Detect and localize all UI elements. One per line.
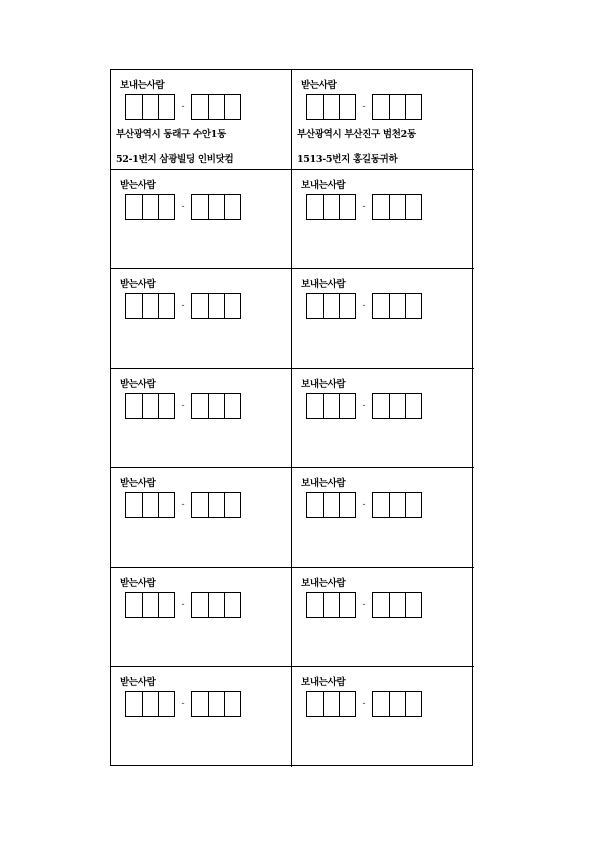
label-card-7-right [292,667,474,767]
label-card-6-right [292,568,474,668]
postal-code-first-part [125,492,175,518]
label-card-6-left [111,568,292,668]
postal-digit-box [208,692,224,716]
postal-digit-box [339,593,355,617]
label-card-5-left [111,468,292,568]
postal-digit-box [405,593,421,617]
postal-digit-box [224,593,240,617]
postal-digit-box [323,294,339,318]
address-line-1: 부산광역시 동래구 수안1동 [116,129,226,140]
postal-digit-box [208,493,224,517]
sender-receiver-label: 보내는사람 [301,378,346,390]
postal-code-separator: - [181,699,185,709]
postal-digit-box [405,692,421,716]
postal-code-second-part [372,492,422,518]
postal-digit-box [323,493,339,517]
sender-receiver-label: 보내는사람 [301,577,346,589]
postal-digit-box [373,593,389,617]
postal-digit-box [307,493,323,517]
postal-code-second-part [372,94,422,120]
postal-code-boxes [306,194,422,220]
postal-code-second-part [372,592,422,618]
sender-receiver-label: 받는사람 [120,279,156,290]
postal-code-separator: - [181,400,185,411]
postal-digit-box [126,394,142,418]
postal-code-separator: - [362,500,366,510]
sender-receiver-label: 받는사람 [301,80,337,91]
postal-code-boxes [125,492,241,518]
postal-digit-box [224,692,240,716]
postal-digit-box [158,394,174,418]
postal-code-boxes [306,592,422,618]
postal-digit-box [126,593,142,617]
postal-code-second-part [191,691,241,717]
postal-digit-box [142,95,158,119]
postal-digit-box [373,394,389,418]
postal-digit-box [405,195,421,219]
postal-code-separator: - [362,400,366,411]
postal-code-boxes [306,293,422,319]
postal-digit-box [126,493,142,517]
postal-digit-box [373,95,389,119]
postal-code-boxes [125,393,241,419]
sender-receiver-label: 받는사람 [120,478,156,489]
postal-code-first-part [306,194,356,220]
sender-receiver-label: 받는사람 [120,577,156,589]
postal-digit-box [323,95,339,119]
label-card-3-left [111,269,292,369]
label-card-4-left [111,369,292,469]
address-line-1: 부산광역시 부산진구 범천2동 [297,129,416,140]
postal-digit-box [142,692,158,716]
postal-code-first-part [306,94,356,120]
postal-code-boxes [306,492,422,518]
postal-code-separator: - [362,599,366,610]
postal-digit-box [307,692,323,716]
postal-digit-box [142,593,158,617]
label-card-1-right [292,70,474,170]
postal-digit-box [373,692,389,716]
postal-digit-box [158,493,174,517]
postal-code-separator: - [181,102,185,112]
postal-digit-box [126,95,142,119]
postal-digit-box [192,394,208,418]
postal-digit-box [208,195,224,219]
postal-digit-box [389,195,405,219]
postal-code-first-part [306,293,356,319]
postal-digit-box [389,493,405,517]
address-line-2: 52-1번지 삼광빌딩 인비닷컴 [116,154,234,165]
postal-code-separator: - [181,500,185,510]
label-card-7-left [111,667,292,767]
postal-digit-box [192,493,208,517]
postal-digit-box [142,294,158,318]
postal-digit-box [405,294,421,318]
postal-code-separator: - [362,301,366,311]
postal-code-boxes [125,293,241,319]
postal-code-boxes [125,592,241,618]
postal-code-separator: - [362,102,366,112]
sender-receiver-label: 보내는사람 [120,80,165,91]
sender-receiver-label: 보내는사람 [301,279,346,290]
postal-digit-box [126,692,142,716]
label-card-2-left [111,170,292,270]
postal-digit-box [307,95,323,119]
label-card-2-right [292,170,474,270]
postal-digit-box [158,294,174,318]
postal-digit-box [208,593,224,617]
postal-code-second-part [191,592,241,618]
postal-digit-box [323,593,339,617]
address-line-2: 1513-5번지 홍길동귀하 [297,154,398,165]
postal-code-second-part [191,293,241,319]
postal-digit-box [323,692,339,716]
label-sheet [110,69,473,766]
postal-digit-box [339,692,355,716]
postal-digit-box [405,394,421,418]
postal-code-boxes [125,691,241,717]
label-card-3-right [292,269,474,369]
postal-digit-box [208,294,224,318]
postal-digit-box [405,493,421,517]
label-card-5-right [292,468,474,568]
postal-code-second-part [372,691,422,717]
label-card-1-left [111,70,292,170]
postal-code-first-part [125,592,175,618]
sender-receiver-label: 받는사람 [120,677,156,688]
postal-code-first-part [125,293,175,319]
postal-digit-box [158,95,174,119]
postal-digit-box [405,95,421,119]
sender-receiver-label: 받는사람 [120,378,156,390]
postal-digit-box [158,692,174,716]
postal-code-second-part [372,293,422,319]
postal-digit-box [389,593,405,617]
postal-code-first-part [125,94,175,120]
postal-code-first-part [306,691,356,717]
postal-digit-box [339,95,355,119]
postal-code-boxes [306,691,422,717]
postal-code-boxes [306,393,422,419]
postal-code-first-part [125,194,175,220]
postal-code-boxes [125,94,241,120]
postal-digit-box [339,493,355,517]
postal-digit-box [307,394,323,418]
postal-digit-box [224,493,240,517]
postal-digit-box [339,294,355,318]
postal-code-separator: - [181,599,185,610]
postal-code-boxes [306,94,422,120]
postal-digit-box [142,394,158,418]
postal-code-boxes [125,194,241,220]
postal-code-separator: - [362,201,366,212]
postal-digit-box [208,394,224,418]
sender-receiver-label: 받는사람 [120,179,156,191]
postal-digit-box [373,294,389,318]
postal-digit-box [192,593,208,617]
postal-digit-box [208,95,224,119]
postal-code-second-part [372,194,422,220]
label-card-4-right [292,369,474,469]
postal-digit-box [142,195,158,219]
postal-code-second-part [191,194,241,220]
postal-digit-box [389,692,405,716]
postal-digit-box [339,195,355,219]
postal-code-separator: - [362,699,366,709]
postal-digit-box [389,294,405,318]
sender-receiver-label: 보내는사람 [301,179,346,191]
postal-digit-box [373,195,389,219]
postal-digit-box [373,493,389,517]
postal-digit-box [307,195,323,219]
postal-digit-box [224,394,240,418]
postal-code-first-part [306,393,356,419]
postal-code-second-part [191,393,241,419]
postal-digit-box [126,294,142,318]
postal-digit-box [224,195,240,219]
postal-digit-box [126,195,142,219]
postal-code-first-part [306,492,356,518]
postal-digit-box [192,692,208,716]
postal-digit-box [323,394,339,418]
postal-code-first-part [125,691,175,717]
postal-code-first-part [306,592,356,618]
postal-digit-box [389,95,405,119]
postal-digit-box [307,294,323,318]
postal-code-second-part [191,492,241,518]
postal-code-second-part [372,393,422,419]
postal-digit-box [142,493,158,517]
postal-digit-box [224,294,240,318]
sender-receiver-label: 보내는사람 [301,478,346,489]
postal-code-first-part [125,393,175,419]
postal-digit-box [224,95,240,119]
sender-receiver-label: 보내는사람 [301,677,346,688]
postal-digit-box [323,195,339,219]
postal-code-separator: - [181,301,185,311]
postal-code-separator: - [181,201,185,212]
postal-digit-box [192,95,208,119]
postal-digit-box [158,593,174,617]
postal-digit-box [192,195,208,219]
postal-digit-box [158,195,174,219]
postal-digit-box [192,294,208,318]
postal-digit-box [307,593,323,617]
postal-digit-box [389,394,405,418]
postal-digit-box [339,394,355,418]
postal-code-second-part [191,94,241,120]
